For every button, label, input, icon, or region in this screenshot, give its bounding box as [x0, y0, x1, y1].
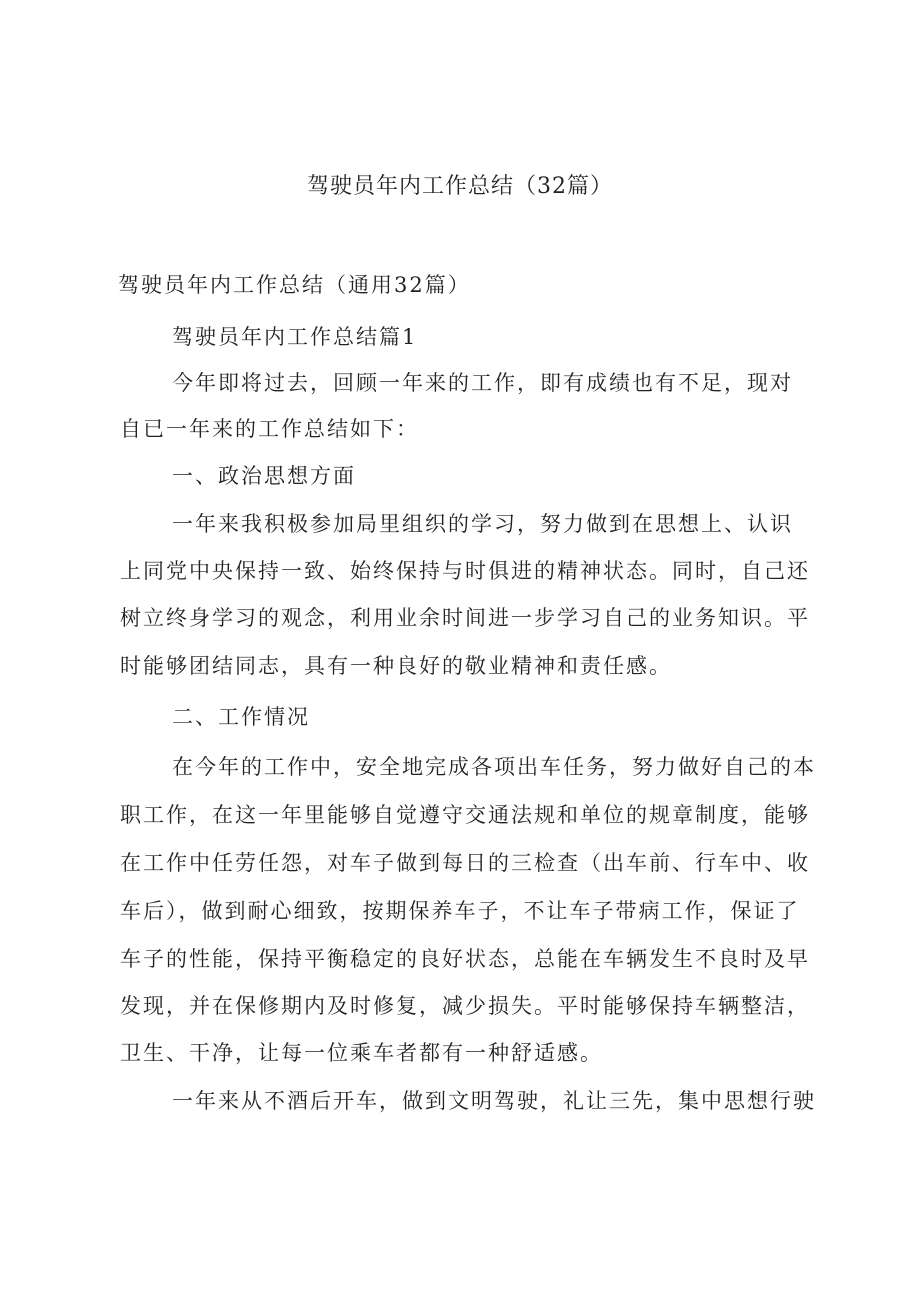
paragraph-line: 一年来从不酒后开车，做到文明驾驶，礼让三先，集中思想行驶: [172, 1089, 816, 1113]
document-subtitle: 驾驶员年内工作总结（通用32篇）: [118, 273, 471, 297]
section-heading-work: 二、工作情况: [172, 705, 310, 729]
paragraph-line: 自已一年来的工作总结如下：: [120, 417, 419, 441]
section-heading-part1: 驾驶员年内工作总结篇1: [172, 325, 418, 349]
paragraph-line: 树立终身学习的观念，利用业余时间进一步学习自己的业务知识。平: [120, 606, 810, 630]
paragraph-line: 时能够团结同志，具有一种良好的敬业精神和责任感。: [120, 654, 672, 678]
paragraph-line: 卫生、干净，让每一位乘车者都有一种舒适感。: [120, 1041, 603, 1065]
paragraph-line: 职工作，在这一年里能够自觉遵守交通法规和单位的规章制度，能够: [120, 803, 810, 827]
paragraph-line: 车后），做到耐心细致，按期保养车子，不让车子带病工作，保证了: [120, 899, 800, 923]
section-heading-politics: 一、政治思想方面: [172, 464, 356, 488]
paragraph-line: 在工作中任劳任怨，对车子做到每日的三检查（出车前、行车中、收: [120, 851, 810, 875]
paragraph-line: 在今年的工作中，安全地完成各项出车任务，努力做好自己的本: [172, 755, 816, 779]
paragraph-line: 发现，并在保修期内及时修复，减少损失。平时能够保持车辆整洁，: [120, 994, 810, 1018]
paragraph-line: 一年来我积极参加局里组织的学习，努力做到在思想上、认识: [172, 512, 793, 536]
paragraph-line: 今年即将过去，回顾一年来的工作，即有成绩也有不足，现对: [172, 371, 793, 395]
paragraph-line: 车子的性能，保持平衡稳定的良好状态，总能在车辆发生不良时及早: [120, 947, 810, 971]
document-title: 驾驶员年内工作总结（32篇）: [307, 174, 613, 199]
paragraph-line: 上同党中央保持一致、始终保持与时俱进的精神状态。同时，自己还: [120, 559, 810, 583]
